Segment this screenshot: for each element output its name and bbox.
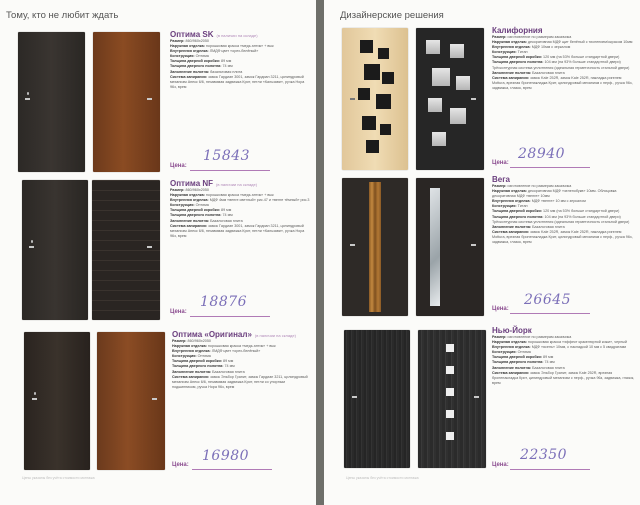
price-label: Цена: bbox=[492, 160, 509, 166]
glass-pane bbox=[450, 44, 464, 58]
price-underline bbox=[190, 170, 270, 171]
glass-square bbox=[446, 366, 454, 374]
product-specs: Размер: 860/960х2050 Наружная отделка: порошковая краска «медь антик» + вык Внутренняя отделка: ЛМДФ цвет «орех-белёный» Конструкция: Оптима Толщина дверной коробки: 89 мм Толщина дверного полотна: 74 мм Заполнение полотна: базальтовая плита Система запирания: замок Гардиан 3001, замок Гардиан 3211, цилиндровый механизм Апекс 6/6, незавимая задвижка Крит, петли «Кальзави», ручка Нора 96з, врем bbox=[170, 39, 305, 89]
decor-square bbox=[364, 64, 380, 80]
price-label: Цена: bbox=[492, 462, 509, 468]
price-underline bbox=[510, 167, 590, 168]
door-california-inside bbox=[416, 28, 484, 170]
decor-square bbox=[360, 40, 373, 53]
glass-square bbox=[446, 432, 454, 440]
product-specs: Размер: изготовление по размерам заказчика Наружная отделка: декоративная МДФ щит белёный с тиснением/окрасом 10мм Внутренняя отделка: МДФ 10мм с зеркалом Конструкция: Титан Толщина дверной коробки: 120 мм (на 53% больше стандартной двери) Толщина дверного полотна: 104 мм (на 93% больше стандартной двери) Трёхконтурная система уплотнения (идеальная герметичность стальной двери) Заполнение полотна: Базальтовая плита Система запирания: замок Kale 252R, замок Kale 252R, накладка ригелем Mottura, врезная броненакладка Крит, цилиндровый механизм с перф., ручка 96з, задвижка, глазок, врем bbox=[492, 35, 633, 90]
door-handle-icon bbox=[471, 98, 476, 100]
product-title: Оптима NF (в наличии на складе) bbox=[170, 179, 258, 188]
decor-square bbox=[380, 124, 391, 135]
product-optima-sk bbox=[170, 30, 310, 90]
glass-pane bbox=[432, 132, 446, 146]
left-page bbox=[0, 0, 316, 505]
product-california bbox=[492, 26, 636, 91]
left-footer-note: Цены указаны без учёта стоимости монтажа bbox=[22, 476, 95, 480]
glass-pane bbox=[432, 68, 450, 86]
decor-square bbox=[366, 140, 379, 153]
price-value: 26645 bbox=[524, 292, 572, 308]
glass-square bbox=[446, 410, 454, 418]
glass-pane bbox=[456, 76, 470, 90]
mirror-insert bbox=[430, 188, 440, 306]
door-vega-inside bbox=[416, 178, 484, 316]
door-handle-icon bbox=[147, 98, 152, 100]
glass-pane bbox=[450, 108, 466, 124]
price-label: Цена: bbox=[170, 309, 187, 315]
price-underline bbox=[510, 469, 590, 470]
price-label: Цена: bbox=[170, 163, 187, 169]
decor-square bbox=[358, 88, 370, 100]
door-optima-nf-outside bbox=[22, 180, 88, 320]
door-vega-outside bbox=[342, 178, 408, 316]
door-handle-icon bbox=[25, 98, 30, 100]
door-handle-icon bbox=[350, 98, 355, 100]
glass-pane bbox=[426, 40, 440, 54]
door-optima-original-inside bbox=[97, 332, 165, 470]
door-handle-icon bbox=[474, 396, 479, 398]
glass-pane bbox=[428, 98, 442, 112]
door-new-york-inside bbox=[418, 330, 486, 468]
door-handle-icon bbox=[147, 246, 152, 248]
price-underline bbox=[192, 469, 272, 470]
price-value: 28940 bbox=[518, 146, 566, 162]
right-heading: Дизайнерские решения bbox=[340, 10, 444, 21]
door-optima-nf-inside bbox=[92, 180, 160, 320]
door-optima-original-outside bbox=[24, 332, 90, 470]
door-handle-icon bbox=[29, 246, 34, 248]
door-new-york-outside bbox=[344, 330, 410, 468]
price-value: 22350 bbox=[520, 447, 568, 463]
product-title: Оптима SK (в наличии на складе) bbox=[170, 30, 258, 39]
door-california-outside bbox=[342, 28, 408, 170]
zebrano-strip bbox=[369, 182, 381, 312]
product-vega bbox=[492, 175, 636, 245]
product-title: Вега bbox=[492, 175, 511, 184]
door-handle-icon bbox=[471, 244, 476, 246]
decor-square bbox=[376, 94, 391, 109]
lock-icon bbox=[34, 392, 36, 395]
glass-square bbox=[446, 344, 454, 352]
product-new-york bbox=[492, 326, 636, 386]
price-underline bbox=[190, 316, 270, 317]
product-title: Оптима «Оригинал» (в наличии на складе) bbox=[172, 330, 296, 339]
door-optima-sk-inside bbox=[93, 32, 160, 172]
door-handle-icon bbox=[350, 244, 355, 246]
right-footer-note: Цены указаны без учёта стоимости монтажа bbox=[346, 476, 419, 480]
door-handle-icon bbox=[352, 396, 357, 398]
decor-square bbox=[382, 72, 394, 84]
right-page bbox=[324, 0, 640, 505]
product-specs: Размер: изготовление по размерам заказчика Наружная отделка: декоративная МДФ «зеленобукв» 10мм. Облицовка декоративная МДФ «венге» 10мм Внутренняя отделка: МДФ «венге» 10 мм с зеркалом Конструкция: Титан Толщина дверной коробки: 120 мм (на 53% больше стандартной двери) Толщина дверного полотна: 104 мм (на 93% больше стандартной двери) Трёхконтурная система уплотнения (идеальная герметичность стальной двери) Заполнение полотна: Базальтовая плита Система запирания: замок Kale 252R, замок Kale 252R, накладка ригелем Mottura, врезная броненакладка Крит, цилиндровый механизм с перф., ручка 96з, задвижка, глазок, врем bbox=[492, 184, 633, 245]
price-label: Цена: bbox=[492, 306, 509, 312]
door-optima-sk-outside bbox=[18, 32, 85, 172]
price-label: Цена: bbox=[172, 462, 189, 468]
left-heading: Тому, кто не любит ждать bbox=[6, 10, 119, 21]
decor-square bbox=[378, 48, 389, 59]
lock-icon bbox=[27, 92, 29, 95]
decor-square bbox=[362, 116, 376, 130]
door-handle-icon bbox=[32, 398, 37, 400]
product-specs: Размер: изготовление по размерам заказчика Наружная отделка: порошковая краска «эффект кракелюрной кожи», черный Внутренняя отделка: МДФ «ясень» 10мм, с накладкой 10 мм с 5 квадратами Конструкция: Оптима Толщина дверной коробки: 89 мм Толщина дверного полотна: 74 мм Заполнение полотна: Базальтовая плита Система запирания: замок Эльбор Гранит, замок Kale 252R, врезная броненакладка Крит, цилиндровый механизм с перф., ручка 96з, задвижка, глазок, врем bbox=[492, 335, 635, 385]
glass-square bbox=[446, 388, 454, 396]
product-optima-nf bbox=[170, 179, 310, 239]
price-underline bbox=[510, 313, 590, 314]
product-title: Калифорния bbox=[492, 26, 543, 35]
product-optima-original bbox=[172, 330, 310, 390]
product-title: Нью-Йорк bbox=[492, 326, 532, 335]
lock-icon bbox=[31, 240, 33, 243]
product-specs: Размер: 860/960х2050 Наружная отделка: порошковая краска «медь антик» + вык Внутренняя отделка: МДФ 4мм «венге светлый» рис.47 и «венге тёмный» рис.3 Конструкция: Оптима Толщина дверной коробки: 89 мм Толщина дверного полотна: 74 мм Заполнение полотна: Базальтовая плита Система запирания: замок Гардиан 3001, замок Гардиан 3211, цилиндровый механизм Апекс 6/6, незавимая задвижка Крит, петли «Кальзави», ручка Нора 96з, врем bbox=[170, 188, 310, 238]
price-value: 16980 bbox=[202, 448, 250, 464]
product-specs: Размер: 860/960х2050 Наружная отделка: порошковая краска «медь антик» + вык Внутренняя отделка: ЛМДФ цвет «орех-белёный» Конструкция: Оптима Толщина дверной коробки: 89 мм Толщина дверного полотна: 74 мм Заполнение полотна: Базальтовая плита Система запирания: замок Эльбор Гранит, замок Гардиан 3211, цилиндровый механизм Апекс 6/6, незавимая задвижка Крит, петли со упорным подшипником, ручка Нора 96з, врем bbox=[172, 339, 308, 389]
price-value: 15843 bbox=[203, 148, 251, 164]
door-handle-icon bbox=[152, 398, 157, 400]
price-value: 18876 bbox=[200, 294, 248, 310]
